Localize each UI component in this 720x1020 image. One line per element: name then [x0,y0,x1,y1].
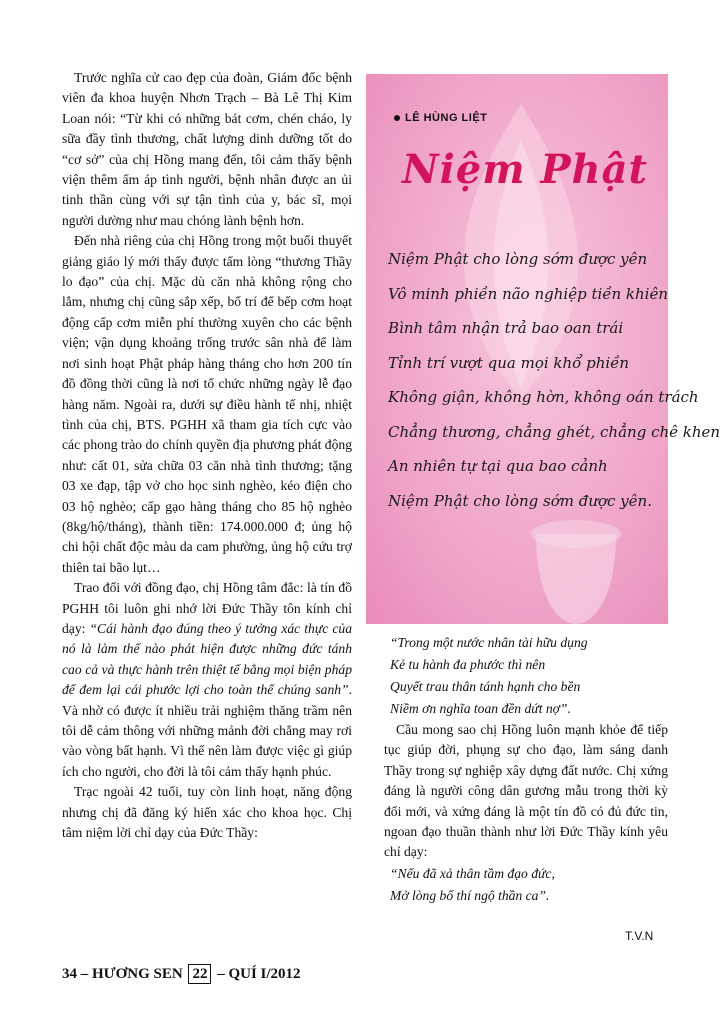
paragraph: Cầu mong sao chị Hồng luôn mạnh khỏe để tiếp tục giúp đời, phụng sự cho đạo, làm sáng danh Thầy trong sự nghiệp xây dựng đất nước. Chị xứng đáng là người công dân gương mẫu trong thời kỳ đổi mới, và xứng đáng là một tín đồ có đủ đức tin, ngoan đạo thuần thành như lời Đức Thầy kính yêu chỉ dạy: [384,722,668,860]
quote-italic: “Cái hành đạo đúng theo ý tưởng xác thực của nó là làm thế nào phát hiện được những đức tánh cao cả và thực hành trên thiệt tế bằng mọi biện pháp để đem lại cái phước lợi cho toàn thể chúng sanh” [62,620,352,698]
poem-line: Chẳng thương, chẳng ghét, chẳng chê khen [388,422,720,441]
paragraph: Trước nghĩa cử cao đẹp của đoàn, Giám đốc bệnh viên đa khoa huyện Nhơn Trạch – Bà Lê Thị Kim Loan nói: “Từ khi có những bát cơm, chén cháo, ly sữa đầy tình thương, chất lượng dinh dưỡng tốt do “cơ sở” của chị Hồng mang đến, tôi cảm thấy bệnh viện thêm ấm áp tình người, bệnh nhân được an ủi tinh thần cùng với sự tận tình của y, bác sĩ, mọi người dường như mau chóng lành bệnh hơn. [62,70,352,228]
poem-line: Niệm Phật cho lòng sớm được yên. [388,491,652,510]
paragraph: Đến nhà riêng của chị Hồng trong một buổi thuyết giảng giáo lý mới thấy được tấm lòng “thương Thầy lo đạo” của chị. Mặc dù căn nhà không rộng cho lắm, nhưng chị cũng sắp xếp, bố trí để bếp cơm hoạt động cấp cơm miễn phí thường xuyên cho các bệnh viện; vận dụng khoảng trống trước sân nhà để làm nơi sinh hoạt Phật pháp hàng tháng cho hơn 200 tín đồ đồng thời cũng là nơi tổ chức những ngày lễ đạo hàng năm. Ngoài ra, dưới sự điều hành tế nhị, nhiệt tình của chị, BTS. PGHH xã tham gia tích cực vào các phong trào do chính quyền địa phương phát động như: cất 01, sửa chữa 03 căn nhà tình thương; tặng 03 xe đạp, tập vở cho học sinh nghèo, kéo điện cho 03 hộ nghèo; cấp gạo hàng tháng cho 85 hộ nghèo (8kg/hộ/tháng), thành tiền: 174.000.000 đ; ủng hộ chi hội chất độc màu da cam phường, ủng hộ cứu trợ thiên tai bão lụt… [62,233,352,575]
verse-line: Mở lòng bố thí ngộ thần ca”. [390,887,550,903]
verse-line: “Trong một nước nhân tài hữu dụng [390,635,588,650]
left-column [62,68,352,843]
poem-line: Vô minh phiền não nghiệp tiền khiên [388,284,669,303]
verse-line: Niềm ơn nghĩa toan đền dứt nợ”. [390,701,571,716]
signature: T.V.N [625,929,654,943]
poem-box [366,74,720,624]
issue-date: – QUÍ I/2012 [217,966,301,982]
vase-illustration [516,504,636,624]
verse-line: Quyết trau thân tánh hạnh cho bền [390,679,581,694]
poem-author: LÊ HÙNG LIỆT [394,112,487,124]
paragraph: Trao đổi với đồng đạo, chị Hồng tâm đắc: là tín đồ PGHH tôi luôn ghi nhớ lời Đức Thầy tôn kính chỉ dạy: “Cái hành đạo đúng theo ý tưởng xác thực của nó là làm thế nào phát hiện được những đức tánh cao cả và thực hành trên thiệt tế bằng mọi biện pháp để đem lại cái phước lợi cho toàn thể chúng sanh”. Và nhờ có được ít nhiều trải nghiệm thăng trầm nên tôi dễ cảm thông với những mảnh đời chẳng may rơi vào vòng bất hạnh. Vì thế nên làm được việc gì giúp ích cho người, cho đời là tôi cảm thấy hạnh phúc. [62,580,352,779]
poem-lines [388,242,720,518]
poem-line: An nhiên tự tại qua bao cảnh [388,457,608,475]
page-footer [62,964,301,984]
issue-number: 22 [188,964,211,984]
right-column [384,632,668,907]
poem-line: Niệm Phật cho lòng sớm được yên [388,250,648,268]
bullet-icon [394,115,400,121]
magazine-name: – HƯƠNG SEN [80,966,183,982]
paragraph: Trạc ngoài 42 tuổi, tuy còn linh hoạt, năng động nhưng chị đã đăng ký hiến xác cho khoa học. Chị tâm niệm lời chỉ dạy của Đức Thầy: [62,784,352,841]
verse-line: Kẻ tu hành đa phước thì nên [390,657,546,672]
poem-line: Bình tâm nhận trả bao oan trái [388,319,624,337]
poem-line: Tỉnh trí vượt qua mọi khổ phiền [388,353,630,372]
poem-line: Không giận, không hờn, không oán trách [388,388,699,406]
verse-line: “Nếu đã xả thân tầm đạo đức, [390,865,555,881]
page-number: 34 [62,966,77,982]
poem-title: Niệm Phật [402,146,649,193]
